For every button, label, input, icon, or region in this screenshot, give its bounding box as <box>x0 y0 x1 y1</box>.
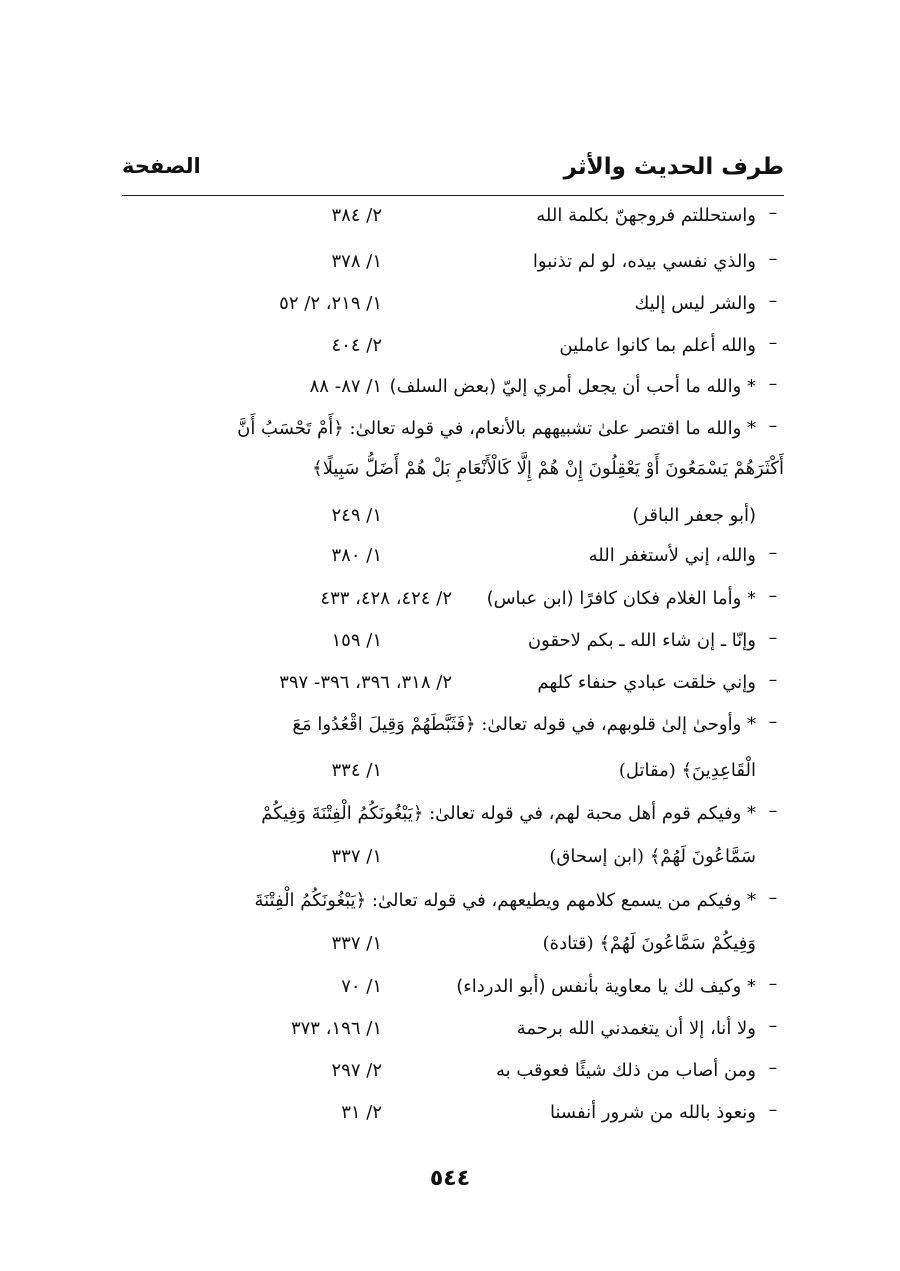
entry-page-ref: ٢/ ٤٢٤، ٤٢٨، ٤٣٣ <box>320 588 452 609</box>
entry-text: * وفيكم قوم أهل محبة لهم، في قوله تعالىٰ: ﴿يَبْغُونَكُمُ الْفِتْنَةَ وَفِيكُمْ <box>261 803 756 824</box>
entry-dash: – <box>768 670 778 690</box>
index-entry <box>122 412 784 452</box>
entry-page-ref: ٢/ ٣١ <box>341 1102 382 1123</box>
entry-page-ref: ١/ ٢١٩، ٢/ ٥٢ <box>279 293 382 314</box>
entry-page-ref: ٢/ ٢٩٧ <box>331 1060 382 1081</box>
page-number: ٥٤٤ <box>429 1166 471 1191</box>
entry-text: والذي نفسي بيده، لو لم تذنبوا <box>532 251 756 272</box>
index-entry <box>122 582 784 622</box>
entry-page-ref: ١/ ٣٧٨ <box>331 251 382 272</box>
entry-text: * وكيف لك يا معاوية بأنفس (أبو الدرداء) <box>456 976 756 997</box>
entry-page-ref: ١/ ٣٣٧ <box>331 846 382 867</box>
entry-text: سَمَّاعُونَ لَهُمْ﴾ (ابن إسحاق) <box>549 846 756 867</box>
entry-dash: – <box>768 712 778 732</box>
entry-dash: – <box>768 333 778 353</box>
index-entry-continuation <box>122 754 784 794</box>
entry-text: ومن أصاب من ذلك شيئًا فعوقب به <box>495 1060 756 1081</box>
entry-text: * وأوحىٰ إلىٰ قلوبهم، في قوله تعالىٰ: ﴿فَثَبَّطَهُمْ وَقِيلَ اقْعُدُوا مَعَ <box>292 714 756 735</box>
index-entry <box>122 708 784 748</box>
entry-page-ref: ١/ ١٥٩ <box>331 630 382 651</box>
entry-dash: – <box>768 888 778 908</box>
index-entry <box>122 287 784 327</box>
entry-dash: – <box>768 543 778 563</box>
entry-text: (أبو جعفر الباقر) <box>632 505 756 526</box>
entry-page-ref: ١/ ٨٧- ٨٨ <box>309 376 382 397</box>
entry-dash: – <box>768 628 778 648</box>
entry-dash: – <box>768 374 778 394</box>
entry-text: * وأما الغلام فكان كافرًا (ابن عباس) <box>486 588 756 609</box>
entry-text: * وفيكم من يسمع كلامهم ويطيعهم، في قوله تعالىٰ: ﴿يَبْغُونَكُمُ الْفِتْنَةَ <box>254 890 756 911</box>
entry-dash: – <box>768 203 778 223</box>
index-entry <box>122 370 784 410</box>
entry-page-ref: ٢/ ٣٨٤ <box>331 205 382 226</box>
entry-dash: – <box>768 586 778 606</box>
entry-text: أَكْثَرَهُمْ يَسْمَعُونَ أَوْ يَعْقِلُونَ إِنْ هُمْ إِلَّا كَالْأَنْعَامِ بَلْ هُمْ أَضَلُّ سَبِيلًا﴾ <box>312 458 784 479</box>
index-entry <box>122 797 784 837</box>
entry-text: واستحللتم فروجهنّ بكلمة الله <box>536 205 756 226</box>
index-entry <box>122 1096 784 1136</box>
entry-text: وإني خلقت عبادي حنفاء كلهم <box>537 672 756 693</box>
table-header <box>122 152 784 196</box>
header-divider <box>122 195 784 196</box>
entry-dash: – <box>768 1058 778 1078</box>
index-entry <box>122 329 784 369</box>
index-entry-continuation <box>122 927 784 967</box>
index-entry <box>122 1012 784 1052</box>
index-entry <box>122 666 784 706</box>
index-entry <box>122 884 784 924</box>
entry-page-ref: ٢/ ٤٠٤ <box>331 335 382 356</box>
entry-text: والله، إني لأستغفر الله <box>588 545 756 566</box>
entry-dash: – <box>768 249 778 269</box>
column-title-page: الصفحة <box>122 154 201 178</box>
index-entry <box>122 199 784 239</box>
entry-dash: – <box>768 1016 778 1036</box>
entry-dash: – <box>768 801 778 821</box>
entry-text: والشر ليس إليك <box>634 293 756 314</box>
index-entry <box>122 1054 784 1094</box>
entry-text: * والله ما أحب أن يجعل أمري إليّ (بعض السلف) <box>389 376 756 397</box>
entry-dash: – <box>768 416 778 436</box>
column-title-hadith: طرف الحديث والأثر <box>563 154 784 180</box>
entry-page-ref: ٢/ ٣١٨، ٣٩٦، ٣٩٦- ٣٩٧ <box>279 672 452 693</box>
index-entry <box>122 539 784 579</box>
entry-text: الْقَاعِدِينَ﴾ (مقاتل) <box>618 760 756 781</box>
index-entry-continuation <box>122 452 784 492</box>
entry-page-ref: ١/ ٧٠ <box>341 976 382 997</box>
entry-page-ref: ١/ ٣٣٤ <box>331 760 382 781</box>
entry-page-ref: ١/ ١٩٦، ٣٧٣ <box>290 1018 382 1039</box>
entry-text: وإنّا ـ إن شاء الله ـ بكم لاحقون <box>527 630 756 651</box>
entry-page-ref: ١/ ٢٤٩ <box>331 505 382 526</box>
entry-page-ref: ١/ ٣٣٧ <box>331 933 382 954</box>
index-entry <box>122 624 784 664</box>
entry-page-ref: ١/ ٣٨٠ <box>331 545 382 566</box>
index-entry <box>122 970 784 1010</box>
entry-dash: – <box>768 291 778 311</box>
index-entry-continuation <box>122 840 784 880</box>
entry-text: وَفِيكُمْ سَمَّاعُونَ لَهُمْ﴾ (قتادة) <box>542 933 756 954</box>
index-entry <box>122 245 784 285</box>
index-entry-continuation <box>122 499 784 539</box>
entry-text: ولا أنا، إلا أن يتغمدني الله برحمة <box>516 1018 756 1039</box>
entry-dash: – <box>768 1100 778 1120</box>
entry-dash: – <box>768 974 778 994</box>
entry-text: ونعوذ بالله من شرور أنفسنا <box>549 1102 756 1123</box>
entry-text: * والله ما اقتصر علىٰ تشبيههم بالأنعام، في قوله تعالىٰ: ﴿أَمْ تَحْسَبُ أَنَّ <box>237 418 756 439</box>
entry-text: والله أعلم بما كانوا عاملين <box>559 335 756 356</box>
